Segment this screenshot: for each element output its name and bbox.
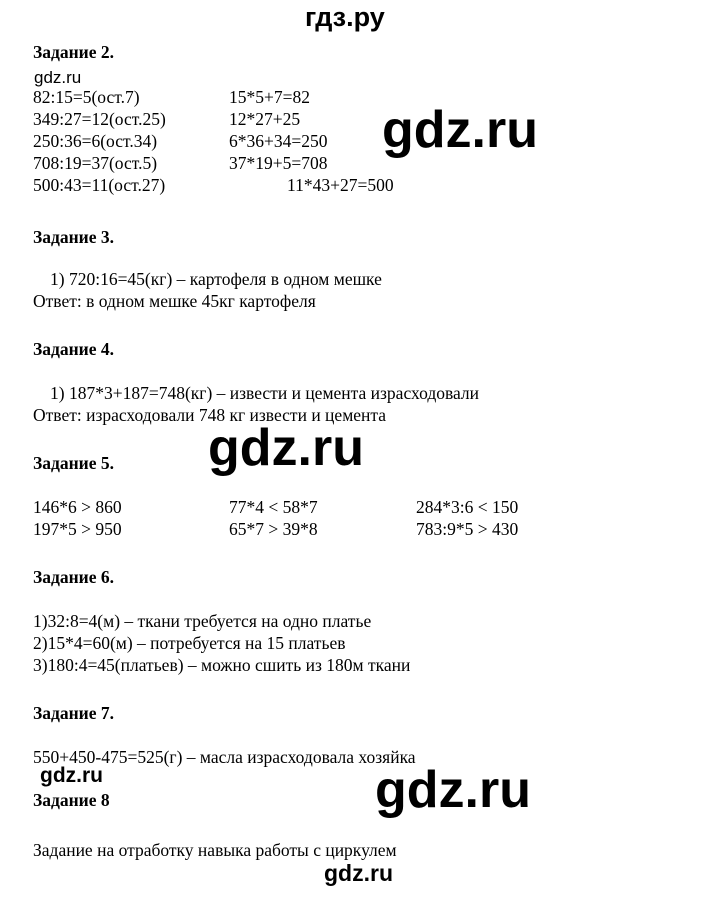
- task-4-heading: Задание 4.: [33, 339, 115, 359]
- task-3-heading: Задание 3.: [33, 227, 115, 247]
- solution-step: 1) 187*3+187=748(кг) – извести и цемента израсходовали: [50, 383, 480, 403]
- task-5-heading: Задание 5.: [33, 453, 115, 473]
- task-8-heading: Задание 8: [33, 790, 110, 810]
- task-6-heading: Задание 6.: [33, 567, 115, 587]
- watermark: gdz.ru: [40, 764, 103, 787]
- task-2-heading: Задание 2.: [33, 42, 115, 62]
- solution-step: 3)180:4=45(платьев) – можно сшить из 180м ткани: [33, 655, 411, 675]
- check: 12*27+25: [229, 109, 301, 129]
- comparison: 284*3:6 < 150: [416, 497, 519, 517]
- comparison: 197*5 > 950: [33, 519, 122, 539]
- watermark: gdz.ru: [382, 101, 538, 159]
- check: 11*43+27=500: [287, 175, 394, 195]
- comparison: 146*6 > 860: [33, 497, 122, 517]
- division: 82:15=5(ост.7): [33, 87, 140, 107]
- division: 250:36=6(ост.34): [33, 131, 158, 151]
- solution-step: 1)32:8=4(м) – ткани требуется на одно платье: [33, 611, 372, 631]
- watermark: gdz.ru: [375, 761, 531, 819]
- solution-step: 1) 720:16=45(кг) – картофеля в одном мешке: [50, 269, 382, 289]
- watermark: gdz.ru: [208, 419, 364, 477]
- division: 708:19=37(ост.5): [33, 153, 158, 173]
- comparison: 77*4 < 58*7: [229, 497, 318, 517]
- site-title: гдз.ру: [305, 2, 385, 32]
- solution-step: 2)15*4=60(м) – потребуется на 15 платьев: [33, 633, 346, 653]
- division: 349:27=12(ост.25): [33, 109, 166, 129]
- answer: Ответ: израсходовали 748 кг извести и цемента: [33, 405, 387, 425]
- check: 15*5+7=82: [229, 87, 310, 107]
- comparison: 65*7 > 39*8: [229, 519, 318, 539]
- comparison: 783:9*5 > 430: [416, 519, 519, 539]
- footer-watermark: gdz.ru: [324, 860, 393, 886]
- answer: Ответ: в одном мешке 45кг картофеля: [33, 291, 316, 311]
- task-7-heading: Задание 7.: [33, 703, 115, 723]
- solution-step: 550+450-475=525(г) – масла израсходовала хозяйка: [33, 747, 416, 767]
- division: 500:43=11(ост.27): [33, 175, 166, 195]
- check: 37*19+5=708: [229, 153, 328, 173]
- check: 6*36+34=250: [229, 131, 328, 151]
- task-note: Задание на отработку навыка работы с циркулем: [33, 840, 397, 860]
- watermark: gdz.ru: [34, 68, 82, 87]
